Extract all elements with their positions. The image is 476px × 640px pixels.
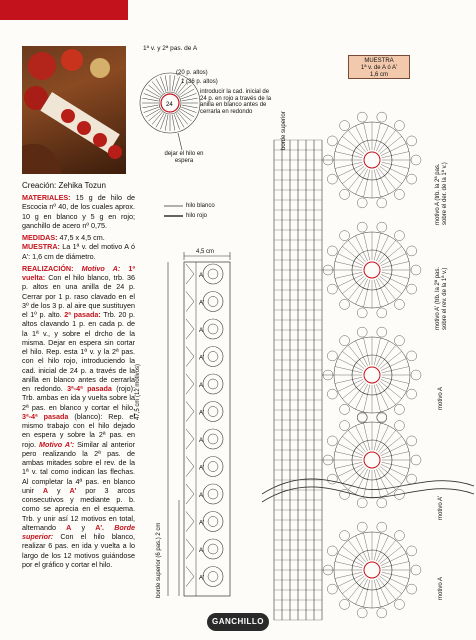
white-thread-legend: hilo blanco <box>186 203 215 209</box>
border-text: Con el hilo blanco, realizar 6 pas. en ida y vuelta a lo largo de los 12 motivos guiándose por el gráfico y cortar el hilo. <box>22 532 135 569</box>
round1-label: 1ª vuelta: <box>22 263 136 282</box>
pass34-label: 3ª-4ª pasada <box>67 384 112 393</box>
round1-text: Con el hilo blanco, trb. 36 p. altos en una anilla de 24 p. Cerrar por 1 p. raso clavado en el 3º de los 3 p. al aire que sustituyen el 1º p. alto. <box>22 273 135 319</box>
realization-label: REALIZACIÓN: <box>22 263 74 273</box>
alt-a: A <box>66 522 72 532</box>
motif-label-a2: motivo A' <box>438 495 444 520</box>
strip-motif-label: A' <box>199 355 205 362</box>
motif-a2-label: Motivo A': <box>38 439 75 449</box>
strip-motif-label: A' <box>199 300 205 307</box>
red-thread-legend: hilo rojo <box>186 213 208 219</box>
pass34b-label: 3ª-4ª pasada <box>22 411 69 421</box>
measures-text: 47,5 x 4,5 cm. <box>57 233 105 242</box>
a-label: A <box>42 485 49 495</box>
alt-and: y <box>71 522 96 532</box>
border-height-label: borde superior (6 pas.) 2 cm <box>156 522 162 598</box>
intro-chain-note: introducir la cad. inicial de 24 p. en rojo a través de la anilla en blanco antes de cerrarla en redondo <box>200 89 272 115</box>
top-border-header: borde superior <box>281 111 287 150</box>
materials-label: MATERIALES: <box>22 193 71 202</box>
strip-motif-label: A <box>199 383 204 389</box>
and-text: y <box>48 485 70 495</box>
sample-label: MUESTRA: <box>22 242 60 252</box>
length-label: 47,5 cm (12 motivos) <box>135 363 141 420</box>
strip-motif-label: A <box>199 548 204 554</box>
strip-motif-label: A <box>199 438 204 444</box>
sample-title: MUESTRA <box>364 58 394 64</box>
strip-motif-label: A' <box>199 520 205 527</box>
alt-a2: A' <box>95 522 103 532</box>
strip-motif-label: A <box>199 493 204 499</box>
pass34b-text: (blanco): Rep. el mismo trabajo con el hilo dejado en espera y sobre la 2ª pas. en rojo. <box>22 411 135 449</box>
ganchillo-logo: GANCHILLO <box>207 613 269 631</box>
border-label: . Borde superior: <box>22 522 135 541</box>
label-36-stitches: 1 (36 p. altos) <box>181 79 218 85</box>
materials-text: 15 g de hilo de Escocia nº 40, de los cuales aprox. 10 g en blanco y 5 g en rojo; ganchillo de acero nº 0,75. <box>22 193 135 230</box>
author-credit: Creación: Zehika Tozun <box>22 181 106 190</box>
motif-label-a-bottom: motivo A <box>438 576 444 600</box>
motif-a2-end: por 3 arcos consecutivos y mediante p. b. como se aprecia en el esquema. Trb. y unir así 12 motivos en total, alternando <box>22 485 136 532</box>
sample-size: 1,6 cm <box>369 72 388 79</box>
pass2-text: Trb. 20 p. altos clavando 1 p. en cada p. de la 1ª v., y sobre el drcho de la misma. Dejar en espera sin cortar el hilo. Rep. esta 1ª v. y la 2ª pas. con el hilo rojo, introduciendo la cad. inicial de 24 p. a través de la anilla en blanco antes de cerrarla en redondo. <box>22 310 135 393</box>
strip-motif-label: A' <box>199 575 205 582</box>
motif-a-label: Motivo A: <box>73 263 121 273</box>
sample-line: 1ª v. de A ó A' <box>360 65 398 72</box>
sample-text: La 1ª v. del motivo A ó A': 1,6 cm de diámetro. <box>22 242 135 261</box>
motif-note-2: motivo A' (trb. la 2ª pas. sobre el rev. de la 1ª v.) <box>435 266 448 330</box>
motif-note-1: motivo A (trb. la 2ª pas. sobre el der. de la 1ª v.) <box>435 162 448 225</box>
diagram-header: 1ª v. y 2ª pas. de A <box>143 45 198 52</box>
motif-label-a: motivo A <box>438 386 444 410</box>
strip-motif-label: A' <box>199 465 205 472</box>
a2-label: A' <box>69 485 77 495</box>
measures-label: MEDIDAS: <box>22 233 58 242</box>
thread-legend-lines <box>164 206 183 216</box>
strip-motif-label: A <box>199 273 204 279</box>
measured-strip <box>168 252 230 596</box>
pass2-label: 2ª pasada: <box>64 310 101 319</box>
strip-motif-label: A' <box>199 410 205 417</box>
chain-count-label: 24 <box>166 102 173 108</box>
label-20-stitches: (20 p. altos) <box>176 70 208 76</box>
round-1-circle-diagram <box>140 73 200 150</box>
motif-a2-text: Similar al anterior pero realizando la 2ª pas. de ambas mitades sobre el rev. de la 1ª v. tal como indican las flechas. Al completar la 4ª pas. en blanco unir <box>22 439 136 495</box>
strip-motif-label: A <box>199 328 204 334</box>
width-label: 4,5 cm <box>196 249 215 255</box>
pass34-text: (rojo): Trb. ambas en ida y vuelta sobre la 2ª pas. en blanco y cortar el hilo. <box>22 384 135 412</box>
leave-thread-note: dejar el hilo en espera <box>164 151 204 164</box>
